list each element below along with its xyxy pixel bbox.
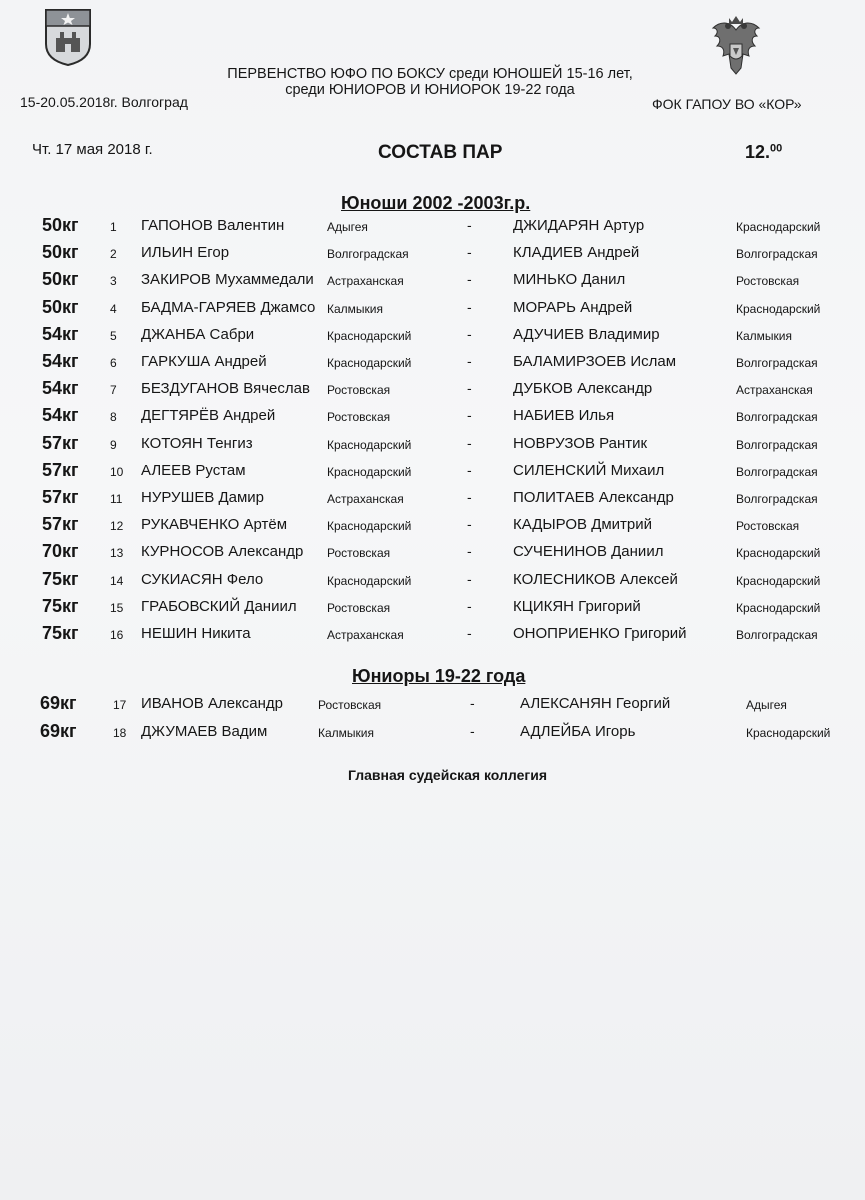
bout-row [0,460,865,487]
red-corner-boxer: НЕШИН Никита [141,625,251,642]
red-corner-region: Ростовская [318,698,382,712]
blue-corner-region: Ростовская [736,274,800,289]
red-corner-boxer: ИВАНОВ Александр [141,695,284,712]
weight-class: 54кг [42,323,79,344]
red-corner-region: Адыгея [327,220,368,234]
vs-separator: - [467,625,472,641]
red-corner-boxer: КОТОЯН Тенгиз [141,434,253,452]
bout-row [0,269,865,296]
blue-corner-region: Краснодарский [746,726,831,740]
bout-number: 3 [110,274,117,289]
blue-corner-region: Краснодарский [736,600,821,615]
vs-separator: - [467,461,472,478]
blue-corner-region: Астраханская [736,383,813,398]
bout-number: 16 [110,628,124,642]
vs-separator: - [467,380,472,397]
blue-corner-region: Волгоградская [736,628,818,642]
vs-separator: - [467,271,472,288]
blue-corner-region: Волгоградская [736,437,818,452]
blue-corner-boxer: ДУБКОВ Александр [513,380,653,398]
vs-separator: - [467,570,472,587]
weight-class: 57кг [42,487,79,507]
section-title-juniors: Юниоры 19-22 года [352,666,526,686]
blue-corner-region: Краснодарский [736,301,821,316]
bout-number: 2 [110,247,117,262]
blue-corner-boxer: АЛЕКСАНЯН Георгий [520,695,671,712]
weight-class: 57кг [42,459,79,480]
weight-class: 57кг [42,432,79,453]
bout-row [0,721,865,748]
blue-corner-boxer: ПОЛИТАЕВ Александр [513,489,674,506]
blue-corner-boxer: МИНЬКО Данил [513,271,626,289]
time-minutes: 00 [770,142,783,155]
weight-class: 50кг [42,215,79,235]
blue-corner-boxer: КОЛЕСНИКОВ Алексей [513,570,678,588]
vs-separator: - [467,407,472,424]
red-corner-boxer: КУРНОСОВ Александр [141,543,304,561]
red-corner-region: Калмыкия [318,726,374,740]
weight-class: 57кг [42,514,79,535]
red-corner-boxer: НУРУШЕВ Дамир [141,489,265,506]
weight-class: 50кг [42,242,79,263]
venue: ФОК ГАПОУ ВО «КОР» [652,96,802,112]
blue-corner-boxer: МОРАРЬ Андрей [513,298,633,316]
bout-row [0,297,865,324]
red-corner-boxer: ГАРКУША Андрей [141,353,267,370]
bout-row [0,351,865,378]
bout-row [0,693,865,720]
blue-corner-boxer: КАДЫРОВ Дмитрий [513,516,653,534]
red-corner-region: Ростовская [327,546,391,561]
red-corner-boxer: АЛЕЕВ Рустам [141,461,246,479]
red-corner-boxer: ЗАКИРОВ Мухаммедали [141,271,314,289]
red-corner-region: Ростовская [327,383,391,398]
bout-number: 14 [110,573,124,588]
blue-corner-boxer: АДЛЕЙБА Игорь [520,723,636,740]
vs-separator: - [467,353,472,369]
red-corner-boxer: РУКАВЧЕНКО Артём [141,516,288,534]
red-corner-region: Астраханская [327,274,404,289]
red-corner-boxer: ДЖАНБА Сабри [141,325,255,343]
blue-corner-region: Волгоградская [736,247,818,262]
blue-corner-boxer: БАЛАМИРЗОЕВ Ислам [513,353,677,370]
bout-row [0,623,865,650]
blue-corner-region: Адыгея [746,698,787,712]
weight-class: 50кг [42,296,79,317]
red-corner-boxer: БЕЗДУГАНОВ Вячеслав [141,380,310,398]
bout-number: 15 [110,600,124,615]
red-corner-region: Калмыкия [327,301,383,316]
vs-separator: - [467,597,472,614]
red-corner-region: Астраханская [327,492,404,506]
red-corner-region: Краснодарский [327,573,412,588]
bout-number: 9 [110,437,117,452]
bout-number: 8 [110,410,117,425]
blue-corner-boxer: СУЧЕНИНОВ Даниил [513,543,664,561]
red-corner-boxer: ГРАБОВСКИЙ Даниил [141,597,297,615]
session-time [745,142,782,163]
dates-place: 15-20.05.2018г. Волгоград [20,94,188,110]
blue-corner-region: Ростовская [736,519,800,534]
blue-corner-boxer: НАБИЕВ Илья [513,407,615,425]
red-corner-region: Краснодарский [327,437,412,452]
red-corner-boxer: СУКИАСЯН Фело [141,570,264,588]
blue-corner-boxer: КЛАДИЕВ Андрей [513,244,640,262]
red-corner-boxer: ДЕГТЯРЁВ Андрей [141,407,276,425]
section-title-youth: Юноши 2002 -2003г.р. [341,193,531,213]
bout-row [0,487,865,514]
bout-number: 13 [110,546,124,561]
weight-class: 75кг [42,568,79,589]
session-date: Чт. 17 мая 2018 г. [32,141,153,158]
blue-corner-boxer: НОВРУЗОВ Рантик [513,434,648,452]
vs-separator: - [467,516,472,533]
bout-number: 17 [113,698,127,712]
red-corner-region: Ростовская [327,410,391,425]
red-corner-boxer: ДЖУМАЕВ Вадим [141,723,268,740]
judges-signature: Главная судейская коллегия [348,767,547,783]
bout-row [0,405,865,432]
vs-separator: - [467,298,472,315]
championship-title-line1: ПЕРВЕНСТВО ЮФО ПО БОКСУ среди ЮНОШЕЙ 15-16 лет, [227,66,633,82]
blue-corner-region: Краснодарский [736,220,821,234]
bout-row [0,324,865,351]
bout-row [0,541,865,568]
blue-corner-boxer: ОНОПРИЕНКО Григорий [513,625,687,642]
vs-separator: - [470,695,475,711]
blue-corner-region: Краснодарский [736,573,821,588]
weight-class: 54кг [42,351,79,371]
red-corner-region: Краснодарский [327,328,412,343]
weight-class: 75кг [42,595,79,616]
russian-eagle-emblem-icon [707,14,765,80]
blue-corner-region: Волгоградская [736,410,818,425]
weight-class: 50кг [42,269,79,290]
vs-separator: - [467,217,472,233]
blue-corner-region: Волгоградская [736,356,818,370]
red-corner-region: Краснодарский [327,519,412,534]
championship-title-line2: среди ЮНИОРОВ И ЮНИОРОК 19-22 года [285,82,575,98]
weight-class: 54кг [42,405,79,426]
bout-number: 1 [110,220,117,234]
vs-separator: - [467,489,472,505]
bout-number: 4 [110,301,117,316]
red-corner-region: Астраханская [327,628,404,642]
bout-number: 11 [110,492,123,506]
blue-corner-boxer: КЦИКЯН Григорий [513,597,641,615]
bout-number: 10 [110,464,124,479]
weight-class: 69кг [40,693,77,713]
vs-separator: - [467,543,472,560]
bout-number: 7 [110,383,117,398]
time-hours: 12. [745,142,771,162]
red-corner-boxer: ГАПОНОВ Валентин [141,217,285,234]
bout-row [0,378,865,405]
red-corner-region: Краснодарский [327,464,412,479]
vs-separator: - [467,434,472,451]
red-corner-region: Волгоградская [327,247,409,262]
bout-row [0,569,865,596]
vs-separator: - [467,244,472,261]
blue-corner-region: Калмыкия [736,328,792,343]
weight-class: 75кг [42,623,79,643]
blue-corner-boxer: ДЖИДАРЯН Артур [513,217,645,234]
volgograd-coat-of-arms-icon [44,8,92,66]
vs-separator: - [470,723,475,739]
bout-row [0,596,865,623]
red-corner-region: Краснодарский [327,356,412,370]
weight-class: 70кг [42,541,79,562]
blue-corner-boxer: СИЛЕНСКИЙ Михаил [513,461,665,479]
blue-corner-boxer: АДУЧИЕВ Владимир [513,325,660,343]
blue-corner-region: Волгоградская [736,492,818,506]
page-title: СОСТАВ ПАР [378,142,503,163]
bout-number: 5 [110,328,117,343]
bout-row [0,514,865,541]
red-corner-boxer: БАДМА-ГАРЯЕВ Джамсо [141,298,316,316]
bout-row [0,242,865,269]
red-corner-boxer: ИЛЬИН Егор [141,244,230,262]
red-corner-region: Ростовская [327,600,391,615]
vs-separator: - [467,325,472,342]
bout-number: 12 [110,519,124,534]
weight-class: 54кг [42,378,79,399]
blue-corner-region: Волгоградская [736,464,818,479]
bout-row [0,215,865,242]
weight-class: 69кг [40,721,77,741]
bout-number: 18 [113,726,127,740]
blue-corner-region: Краснодарский [736,546,821,561]
bout-number: 6 [110,356,117,370]
bout-row [0,433,865,460]
